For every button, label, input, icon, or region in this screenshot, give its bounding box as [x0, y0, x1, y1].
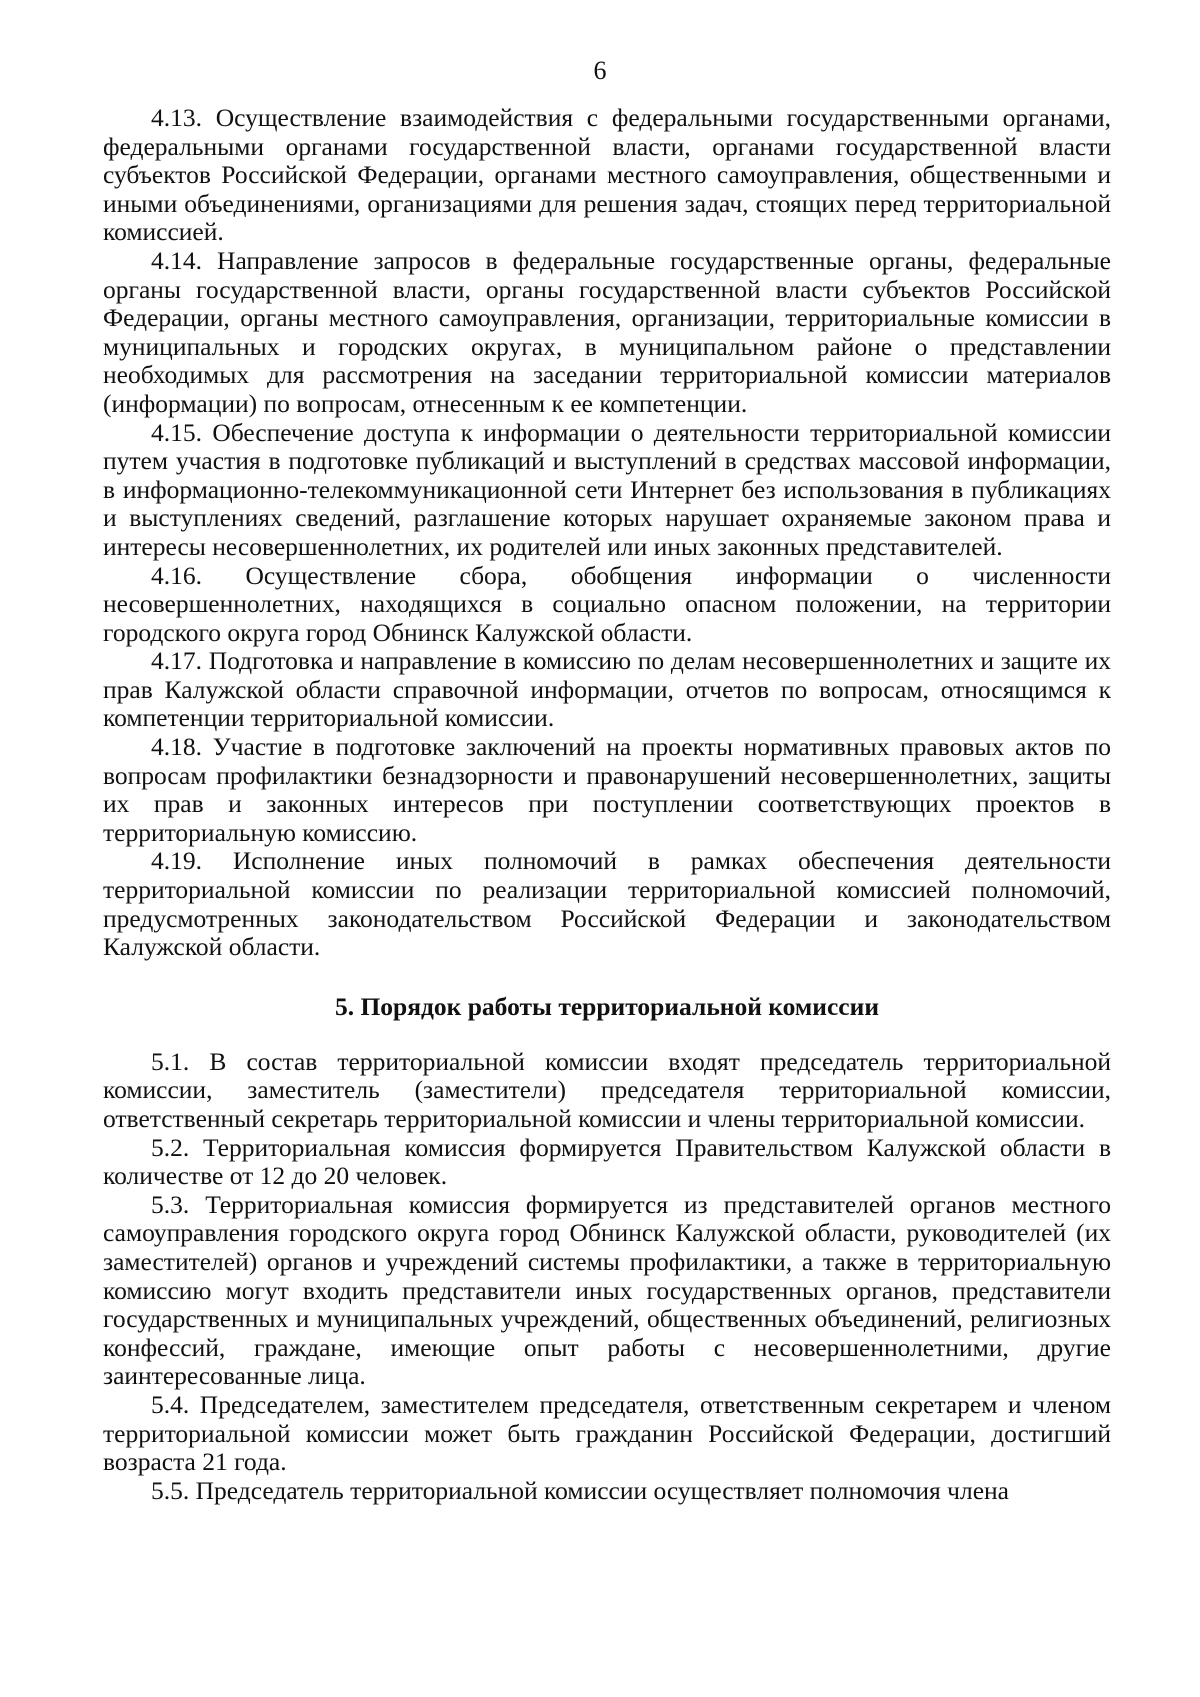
- paragraph-5-5: 5.5. Председатель территориальной комиссии осуществляет полномочия члена: [151, 1475, 1009, 1505]
- paragraph-4-17: 4.17. Подготовка и направление в комиссию по делам несовершеннолетних и защите их прав Калужской области справочной информации, отчетов по вопросам, относящимся к компетенции территориальной комиссии.: [103, 646, 1111, 733]
- paragraph-5-1: 5.1. В состав территориальной комиссии входят председатель территориальной комиссии, заместитель (заместители) председателя территориальной комиссии, ответственный секретарь территориальной комиссии и члены территориальной комиссии.: [103, 1046, 1111, 1133]
- paragraph-4-16: 4.16. Осуществление сбора, обобщения информации о численности несовершеннолетних, находящихся в социально опасном положении, на территории городского округа город Обнинск Калужской области.: [103, 560, 1111, 647]
- paragraph-4-19: 4.19. Исполнение иных полномочий в рамках обеспечения деятельности территориальной комиссии по реализации территориальной комиссией полномочий, предусмотренных законодательством Российской Федерации и законодательством Калужской области.: [103, 846, 1111, 962]
- paragraph-4-15: 4.15. Обеспечение доступа к информации о деятельности территориальной комиссии путем участия в подготовке публикаций и выступлений в средствах массовой информации, в информационно-телекоммуникационной сети Интернет без использования в публикациях и выступлениях сведений, разглашение которых нарушает охраняемые законом права и интересы несовершеннолетних, их родителей или иных законных представителей.: [103, 417, 1111, 561]
- paragraph-4-14: 4.14. Направление запросов в федеральные государственные органы, федеральные органы государственной власти, органы государственной власти субъектов Российской Федерации, органы местного самоуправления, организации, территориальные комиссии в муниципальных и городских округах, в муниципальном районе о представлении необходимых для рассмотрения на заседании территориальной комиссии материалов (информации) по вопросам, отнесенным к ее компетенции.: [103, 245, 1111, 418]
- paragraph-5-2: 5.2. Территориальная комиссия формируется Правительством Калужской области в количестве от 12 до 20 человек.: [103, 1132, 1111, 1191]
- page-number: 6: [593, 56, 607, 85]
- document-body: [103, 104, 1111, 1505]
- paragraph-5-4: 5.4. Председателем, заместителем председателя, ответственным секретарем и членом территориальной комиссии может быть гражданин Российской Федерации, достигший возраста 21 года.: [103, 1389, 1111, 1477]
- section-heading: 5. Порядок работы территориальной комиссии: [334, 991, 880, 1021]
- paragraph-4-18: 4.18. Участие в подготовке заключений на проекты нормативных правовых актов по вопросам профилактики безнадзорности и правонарушений несовершеннолетних, защиты их прав и законных интересов при поступлении соответствующих проектов в территориальную комиссию.: [103, 732, 1111, 847]
- paragraph-5-3: 5.3. Территориальная комиссия формируется из представителей органов местного самоуправления городского округа город Обнинск Калужской области, руководителей (их заместителей) органов и учреждений системы профилактики, а также в территориальную комиссию могут входить представители иных государственных органов, представители государственных и муниципальных учреждений, общественных объединений, религиозных конфессий, граждане, имеющие опыт работы с несовершеннолетними, другие заинтересованные лица.: [103, 1189, 1111, 1391]
- paragraph-4-13: 4.13. Осуществление взаимодействия с федеральными государственными органами, федеральными органами государственной власти, органами государственной власти субъектов Российской Федерации, органами местного самоуправления, общественными и иными объединениями, организациями для решения задач, стоящих перед территориальной комиссией.: [103, 103, 1111, 247]
